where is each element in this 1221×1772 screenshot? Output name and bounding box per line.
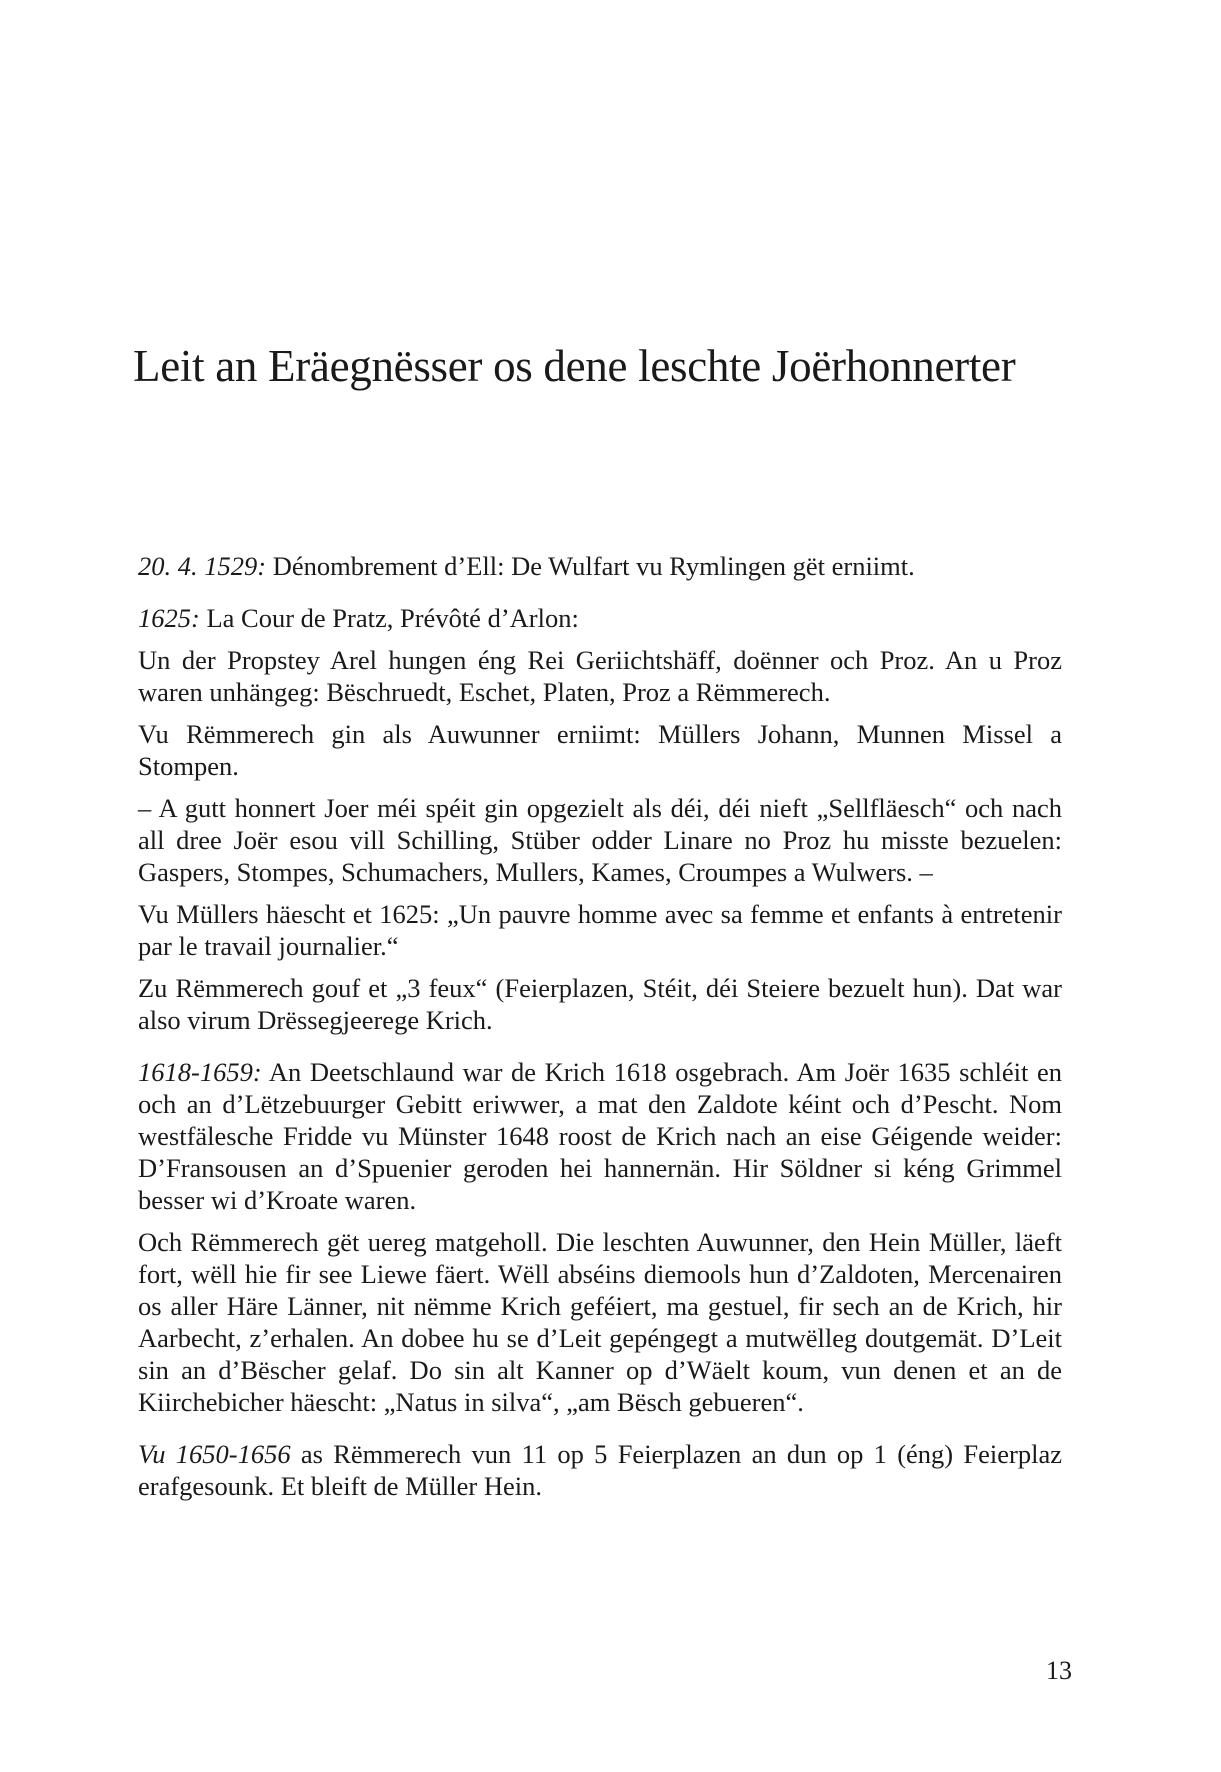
paragraph: Vu Rëmmerech gin als Auwunner erniimt: Müllers Johann, Munnen Missel a Stompen. <box>138 719 1062 781</box>
entry-1625 <box>138 602 1062 634</box>
paragraph: Och Rëmmerech gët uereg matgeholl. Die leschten Auwunner, den Hein Müller, läeft fort, wëll hie fir see Liewe fäert. Wëll abséins diemools hun d’Zaldoten, Mercenairen os aller Häre Länner, nit nëmme Krich geféiert, ma gestuel, fir sech an de Krich, hir Aarbecht, z’erhalen. An dobee hu se d’Leit gepéngegt a mutwëlleg doutgemät. D’Leit sin an d’Bëscher gelaf. Do sin alt Kanner op d’Wäelt koum, vun denen et an de Kiirchebicher häescht: „Natus in silva“, „am Bësch gebueren“. <box>138 1227 1062 1417</box>
paragraph: Zu Rëmmerech gouf et „3 feux“ (Feierplazen, Stéit, déi Steiere bezuelt hun). Dat war also virum Drëssegjeerege Krich. <box>138 973 1062 1035</box>
page-title: Leit an Eräegnësser os dene leschte Joërhonnerter <box>133 341 1016 391</box>
document-body <box>138 550 1062 1512</box>
paragraph: – A gutt honnert Joer méi spéit gin opgezielt als déi, déi nieft „Sellfläesch“ och nach all dree Joër esou vill Schilling, Stüber odder Linare no Proz hu misste bezuelen: Gaspers, Stompes, Schumachers, Mullers, Kames, Croumpes a Wulwers. – <box>138 793 1062 887</box>
entry-date: 20. 4. 1529: <box>138 551 267 581</box>
entry-date: Vu 1650-1656 <box>138 1439 291 1469</box>
entry-1618-1659 <box>138 1056 1062 1216</box>
page-number: 13 <box>1046 1656 1072 1685</box>
entry-date: 1618-1659: <box>138 1057 262 1087</box>
entry-text: as Rëmmerech vun 11 op 5 Feierplazen an dun op 1 (éng) Feierplaz erafgesounk. Et bleift de Müller Hein. <box>138 1439 1062 1501</box>
paragraph: Un der Propstey Arel hungen éng Rei Geriichtshäff, doënner och Proz. An u Proz waren unhängeg: Bëschruedt, Eschet, Platen, Proz a Rëmmerech. <box>138 645 1062 707</box>
entry-text: An Deetschlaund war de Krich 1618 osgebrach. Am Joër 1635 schléit en och an d’Lëtzebuurger Gebitt eriwwer, a mat den Zaldote kéint och d’Pescht. Nom westfälesche Fridde vu Münster 1648 roost de Krich nach an eise Géigende weider: D’Fransousen an d’Spuenier geroden hei hannernän. Hir Söldner si kéng Grimmel besser wi d’Kroate waren. <box>138 1057 1062 1215</box>
paragraph: Vu Müllers häescht et 1625: „Un pauvre homme avec sa femme et enfants à entretenir par le travail journalier.“ <box>138 899 1062 961</box>
entry-date: 1625: <box>138 603 200 633</box>
entry-1650-1656 <box>138 1438 1062 1502</box>
entry-text: Dénombrement d’Ell: De Wulfart vu Rymlingen gët erniimt. <box>266 551 915 581</box>
entry-1529 <box>138 550 1062 582</box>
entry-text: La Cour de Pratz, Prévôté d’Arlon: <box>199 603 579 633</box>
